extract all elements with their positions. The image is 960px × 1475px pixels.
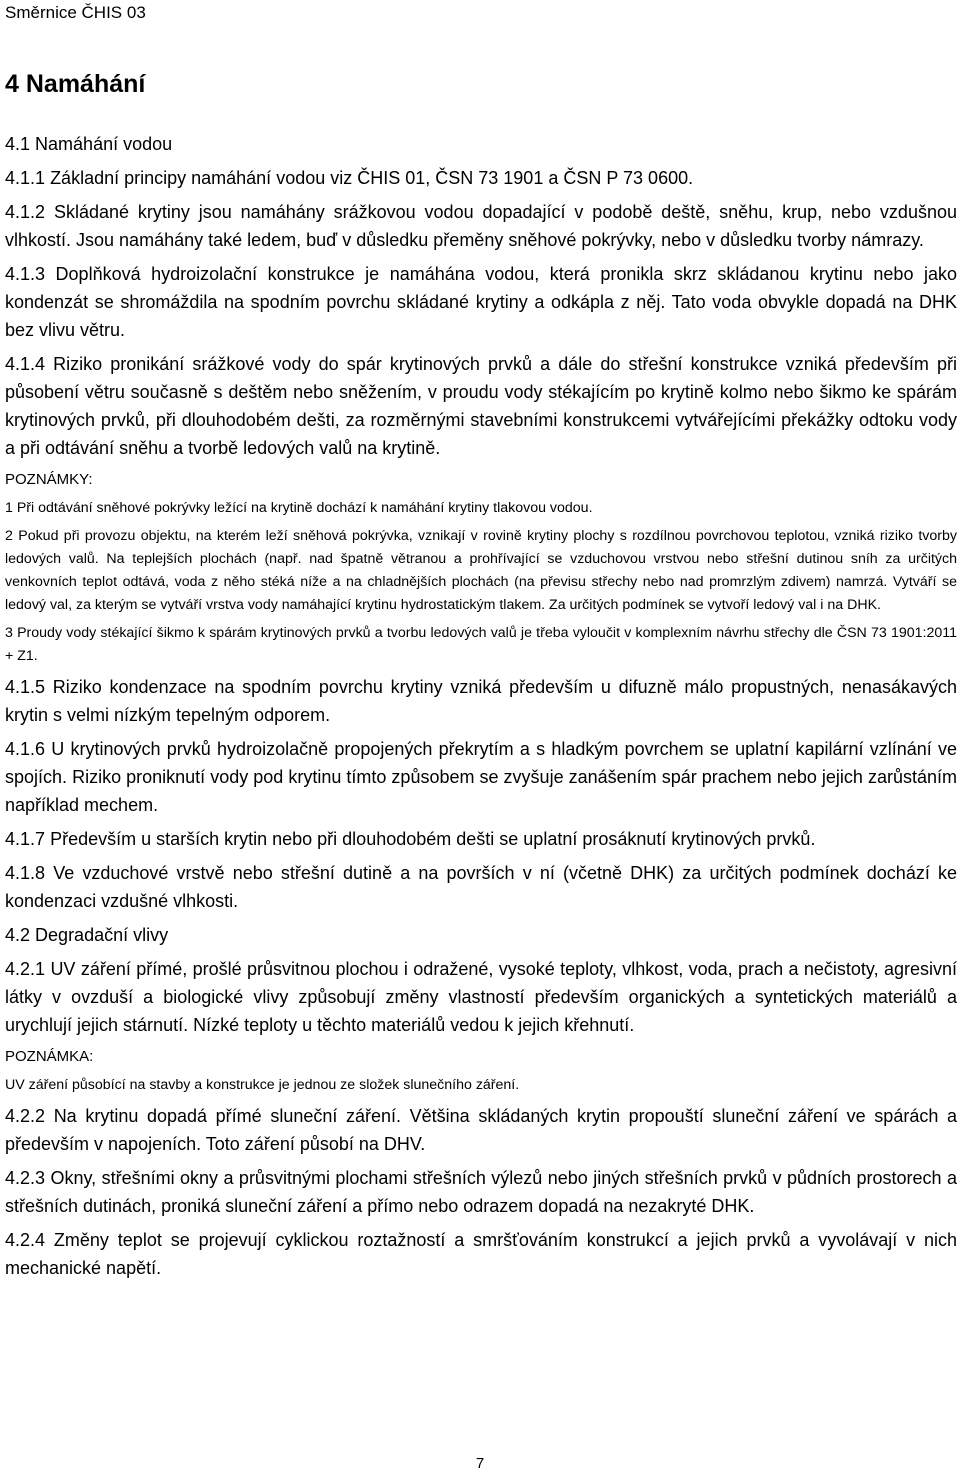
numbered-paragraph <box>5 673 957 729</box>
chapter-number: 4 <box>5 70 19 98</box>
paragraph-text: Ve vzduchové vrstvě nebo střešní dutině a na površích v ní (včetně DHK) za určitých podmínek dochází ke kondenzaci vzdušné vlhkosti. <box>5 863 957 911</box>
numbered-paragraph <box>5 1102 957 1158</box>
paragraph-number: 4.1.8 <box>5 863 46 883</box>
chapter-title: Namáhání <box>25 70 146 98</box>
section-number: 4.1 <box>5 134 31 154</box>
paragraph-number: 4.1.4 <box>5 354 46 374</box>
paragraph-number: 4.1.1 <box>5 168 46 188</box>
paragraph-text: Riziko pronikání srážkové vody do spár krytinových prvků a dále do střešní konstrukce vzniká především při působení větru současně s deštěm nebo sněžením, v proudu vody stékajícím po krytině kolmo nebo šikmo ke spárám krytinových prvků, při dlouhodobém dešti, za rozměrnými stavebními konstrukcemi vytvářejícími překážky odtoku vody a při odtávání sněhu a tvorbě ledových valů na krytině. <box>5 354 957 458</box>
paragraph-text: Riziko kondenzace na spodním povrchu krytiny vzniká především u difuzně málo propustných, nenasákavých krytin s velmi nízkým tepelným odporem. <box>5 677 957 725</box>
paragraph-text: U krytinových prvků hydroizolačně propojených překrytím a s hladkým povrchem se uplatní kapilární vzlínání ve spojích. Riziko proniknutí vody pod krytinu tímto způsobem se zvyšuje zanášením spár prachem nebo jejich zarůstáním například mechem. <box>5 739 957 815</box>
numbered-paragraph <box>5 350 957 462</box>
section-number: 4.2 <box>5 925 31 945</box>
paragraph-number: 4.1.6 <box>5 739 46 759</box>
note-title: POZNÁMKA: <box>5 1048 94 1065</box>
section-title: Namáhání vodou <box>35 134 173 154</box>
section-heading <box>5 130 957 158</box>
paragraph-number: 4.1.5 <box>5 677 46 697</box>
paragraph-number: 4.2.4 <box>5 1230 46 1250</box>
document-page <box>5 0 957 1475</box>
paragraph-text: Změny teplot se projevují cyklickou roztažností a smršťováním konstrukcí a jejich prvků a vyvolávají v nich mechanické napětí. <box>5 1230 957 1278</box>
paragraph-number: 4.1.3 <box>5 264 46 284</box>
numbered-paragraph <box>5 260 957 344</box>
numbered-paragraph <box>5 164 957 192</box>
paragraph-text: Skládané krytiny jsou namáhány srážkovou vodou dopadající v podobě deště, sněhu, krup, nebo vzdušnou vlhkostí. Jsou namáhány také ledem, buď v důsledku přeměny sněhové pokrývky, nebo v důsledku tvorby námrazy. <box>5 202 957 250</box>
chapter-heading <box>5 68 145 100</box>
note-text: 1 Při odtávání sněhové pokrývky ležící na krytině dochází k namáhání krytiny tlakovou vodou. <box>5 500 593 516</box>
paragraph-number: 4.1.2 <box>5 202 46 222</box>
section-title: Degradační vlivy <box>35 925 169 945</box>
numbered-paragraph <box>5 1164 957 1220</box>
page-number: 7 <box>475 1455 485 1472</box>
paragraph-text: Doplňková hydroizolační konstrukce je namáhána vodou, která pronikla skrz skládanou krytinu nebo jako kondenzát se shromáždila na spodním povrchu skládané krytiny a odkápla z něj. Tato voda obvykle dopadá na DHK bez vlivu větru. <box>5 264 957 340</box>
paragraph-number: 4.2.1 <box>5 959 46 979</box>
paragraph-number: 4.2.2 <box>5 1106 46 1126</box>
numbered-paragraph <box>5 1226 957 1282</box>
paragraph-text: Okny, střešními okny a průsvitnými plochami střešních výlezů nebo jiných střešních prvků v půdních prostorech a střešních dutinách, proniká sluneční záření a přímo nebo odrazem dopadá na nezakryté DHK. <box>5 1168 957 1216</box>
document-header: Směrnice ČHIS 03 <box>5 3 146 22</box>
note-text: 2 Pokud při provozu objektu, na kterém leží sněhová pokrývka, vznikají v rovině krytiny plochy s rozdílnou povrchovou teplotou, vzniká riziko tvorby ledových valů. Na teplejších plochách (např. nad špatně větranou a prohřívající se vzduchovou vrstvou nebo střešní dutinou sníh za určitých venkovních teplot odtává, voda z něho stéká níže a na chladnějších plochách (na převisu střechy nebo nad promrzlým zdivem) namrzá. Vytváří se ledový val, za kterým se vytváří vrstva vody namáhající krytinu hydrostatickým tlakem. Za určitých podmínek se vytvoří ledový val i na DHK. <box>5 528 957 613</box>
numbered-paragraph <box>5 859 957 915</box>
paragraph-text: Základní principy namáhání vodou viz ČHIS 01, ČSN 73 1901 a ČSN P 73 0600. <box>50 168 694 188</box>
paragraph-number: 4.2.3 <box>5 1168 46 1188</box>
paragraph-text: Na krytinu dopadá přímé sluneční záření. Většina skládaných krytin propouští sluneční záření ve spárách a především v napojeních. Toto záření působí na DHV. <box>5 1106 957 1154</box>
note-text: 3 Proudy vody stékající šikmo k spárám krytinových prvků a tvorbu ledových valů je třeba vyloučit v komplexním návrhu střechy dle ČSN 73 1901:2011 + Z1. <box>5 625 957 664</box>
note-text: UV záření působící na stavby a konstrukce je jednou ze složek slunečního záření. <box>5 1077 520 1093</box>
document-body <box>5 130 957 1288</box>
numbered-paragraph <box>5 735 957 819</box>
paragraph-text: Především u starších krytin nebo při dlouhodobém dešti se uplatní prosáknutí krytinových prvků. <box>50 829 816 849</box>
numbered-paragraph <box>5 198 957 254</box>
paragraph-text: UV záření přímé, prošlé průsvitnou plochou i odražené, vysoké teploty, vlhkost, voda, prach a nečistoty, agresivní látky v ovzduší a biologické vlivy způsobují změny vlastností především organických a syntetických materiálů a urychlují jejich stárnutí. Nízké teploty u těchto materiálů vedou k jejich křehnutí. <box>5 959 957 1035</box>
note-title: POZNÁMKY: <box>5 471 93 488</box>
paragraph-number: 4.1.7 <box>5 829 46 849</box>
numbered-paragraph <box>5 955 957 1039</box>
section-heading <box>5 921 957 949</box>
numbered-paragraph <box>5 825 957 853</box>
